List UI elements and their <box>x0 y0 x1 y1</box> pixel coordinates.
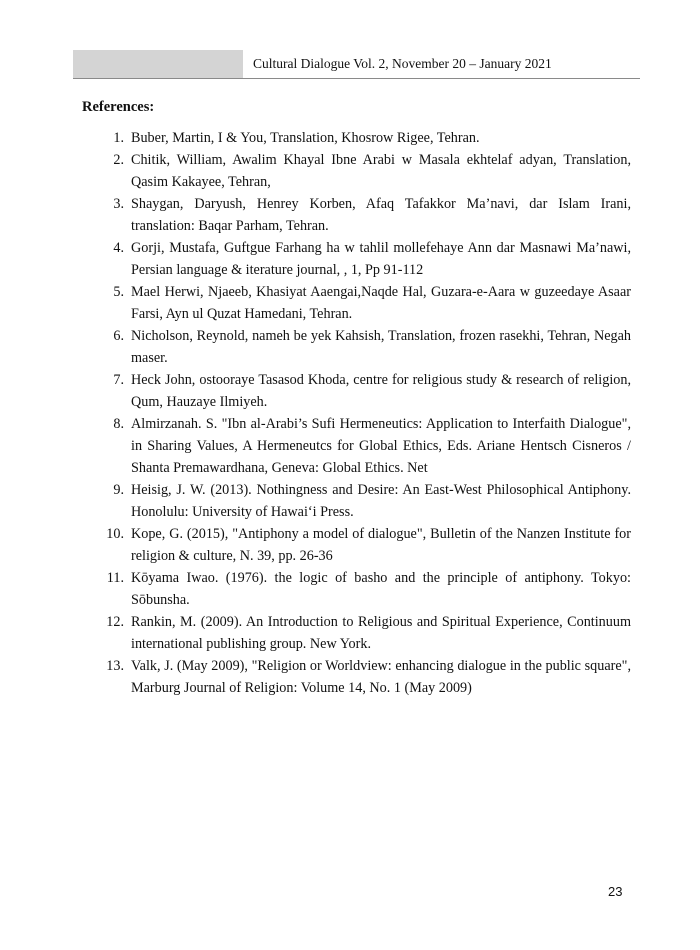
reference-text: Nicholson, Reynold, nameh be yek Kahsish, Translation, frozen rasekhi, Tehran, Negah maser. <box>131 328 631 366</box>
reference-item <box>100 127 631 149</box>
reference-text: Rankin, M. (2009). An Introduction to Religious and Spiritual Experience, Continuum international publishing group. New York. <box>131 614 631 652</box>
reference-text: Heck John, ostooraye Tasasod Khoda, centre for religious study & research of religion, Qum, Hauzaye Ilmiyeh. <box>131 372 631 410</box>
reference-number: 9. <box>113 482 124 498</box>
reference-number: 3. <box>113 196 124 212</box>
reference-text: Valk, J. (May 2009), "Religion or Worldview: enhancing dialogue in the public square", Marburg Journal of Religion: Volume 14, No. 1 (May 2009) <box>131 658 631 696</box>
reference-text: Mael Herwi, Njaeeb, Khasiyat Aaengai,Naqde Hal, Guzara-e-Aara w guzeedaye Asaar Farsi, Ayn ul Quzat Hamedani, Tehran. <box>131 284 631 322</box>
reference-number: 12. <box>106 614 124 630</box>
reference-item <box>100 611 631 655</box>
reference-item <box>100 655 631 699</box>
reference-text: Kope, G. (2015), "Antiphony a model of dialogue", Bulletin of the Nanzen Institute for religion & culture, N. 39, pp. 26-36 <box>131 526 631 564</box>
reference-number: 11. <box>106 570 124 586</box>
reference-number: 6. <box>113 328 124 344</box>
references-heading: References: <box>82 99 155 115</box>
reference-text: Heisig, J. W. (2013). Nothingness and Desire: An East-West Philosophical Antiphony. Honolulu: University of Hawai‘i Press. <box>131 482 631 520</box>
reference-number: 1. <box>113 130 124 146</box>
reference-number: 2. <box>113 152 124 168</box>
reference-item <box>100 413 631 479</box>
reference-list <box>100 127 631 699</box>
reference-item <box>100 193 631 237</box>
reference-item <box>100 237 631 281</box>
reference-item <box>100 479 631 523</box>
reference-text: Buber, Martin, I & You, Translation, Khosrow Rigee, Tehran. <box>131 130 480 146</box>
reference-item <box>100 369 631 413</box>
reference-text: Chitik, William, Awalim Khayal Ibne Arabi w Masala ekhtelaf adyan, Translation, Qasim Kakayee, Tehran, <box>131 152 631 190</box>
reference-number: 5. <box>113 284 124 300</box>
reference-number: 4. <box>113 240 124 256</box>
page-number: 23 <box>608 884 623 899</box>
reference-number: 13. <box>106 658 124 674</box>
reference-text: Almirzanah. S. "Ibn al-Arabi’s Sufi Hermeneutics: Application to Interfaith Dialogue", in Sharing Values, A Hermeneutcs for Global Ethics, Eds. Ariane Hentsch Cisneros / Shanta Premawardhana, Geneva: Global Ethics. Net <box>131 416 631 476</box>
reference-number: 8. <box>113 416 124 432</box>
reference-item <box>100 149 631 193</box>
running-header <box>73 50 640 79</box>
reference-item <box>100 567 631 611</box>
reference-text: Shaygan, Daryush, Henrey Korben, Afaq Tafakkor Ma’navi, dar Islam Irani, translation: Baqar Parham, Tehran. <box>131 196 631 234</box>
reference-item <box>100 325 631 369</box>
reference-number: 7. <box>113 372 124 388</box>
reference-item <box>100 523 631 567</box>
header-shade-block <box>73 50 243 78</box>
reference-text: Kōyama Iwao. (1976). the logic of basho and the principle of antiphony. Tokyo: Sōbunsha. <box>131 570 631 608</box>
reference-item <box>100 281 631 325</box>
reference-number: 10. <box>106 526 124 542</box>
reference-text: Gorji, Mustafa, Guftgue Farhang ha w tahlil mollefehaye Ann dar Masnawi Ma’nawi, Persian language & iterature journal, , 1, Pp 91-112 <box>131 240 631 278</box>
journal-title: Cultural Dialogue Vol. 2, November 20 – January 2021 <box>253 56 552 71</box>
